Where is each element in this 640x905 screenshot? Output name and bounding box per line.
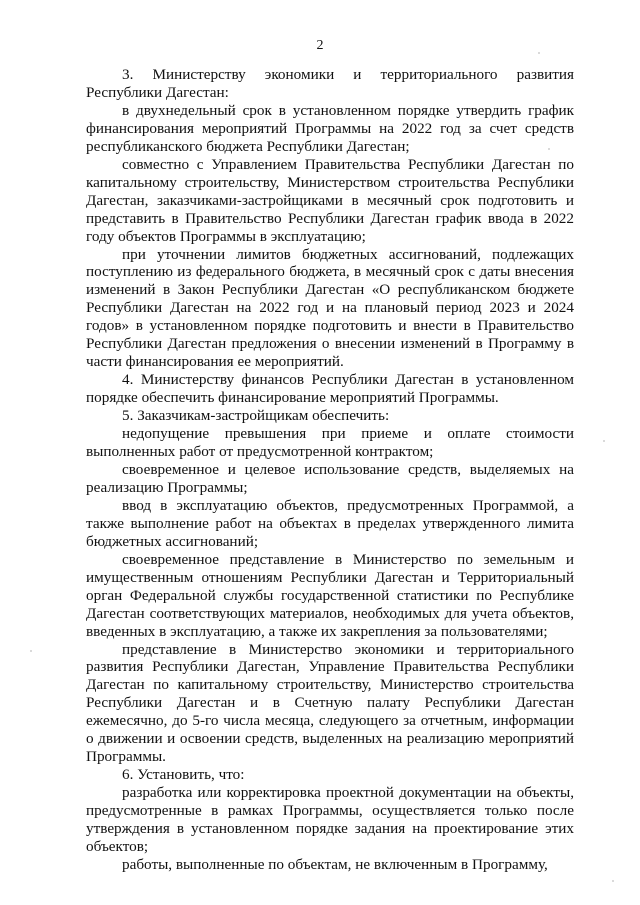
paragraph-no-excess: недопущение превышения при приеме и оплате стоимости выполненных работ от предусмотренной контрактом; bbox=[86, 425, 574, 461]
paragraph-materials-submission: своевременное представление в Министерство по земельным и имущественным отношениям Республики Дагестан и Территориальный орган Федеральной службы государственной статистики по Республике Дагестан соответствующих материалов, необходимых для учета объектов, введенных в эксплуатацию, а также их закрепления за пользователями; bbox=[86, 550, 574, 640]
paragraph-6-establish: 6. Установить, что: bbox=[122, 766, 245, 784]
paragraph-monthly-reporting: представление в Министерство экономики и территориального развития Республики Дагестан, Управление Правительства Республики Дагестан по капитальному строительству, Министерство строительства Республики Дагестан и в Счетную палату Республики Дагестан ежемесячно, до 5-го числа месяца, следующего за отчетным, информации о движении и освоении средств, выделенных на реализацию мероприятий Программы. bbox=[86, 640, 574, 766]
paragraph-commissioning-schedule: совместно с Управлением Правительства Республики Дагестан по капитальному строительству, Министерством строительства Республики Дагестан, заказчиками-застройщиками в месячный срок подготовить и представить в Правительство Республики Дагестан график ввода в 2022 году объектов Программы в эксплуатацию; bbox=[86, 155, 574, 245]
document-body bbox=[86, 66, 574, 874]
paragraph-schedule-financing: в двухнедельный срок в установленном порядке утвердить график финансирования мероприятий Программы на 2022 год за счет средств республиканского бюджета Республики Дагестан; bbox=[86, 101, 574, 155]
scan-speck bbox=[603, 440, 605, 442]
scan-speck bbox=[538, 52, 540, 54]
scan-speck bbox=[612, 880, 614, 882]
paragraph-commissioning: ввод в эксплуатацию объектов, предусмотренных Программой, а также выполнение работ на объектах в пределах утвержденного лимита бюджетных ассигнований; bbox=[86, 496, 574, 550]
page-number: 2 bbox=[316, 38, 324, 53]
paragraph-budget-limits: при уточнении лимитов бюджетных ассигнований, подлежащих поступлению из федерального бюджета, в месячный срок с даты внесения изменений в Закон Республики Дагестан «О республиканском бюджете Республики Дагестан на 2022 год и на плановый период 2023 и 2024 годов» в установленном порядке подготовить и внести в Правительство Республики Дагестан предложения о внесении изменений в Программу в части финансирования ее мероприятий. bbox=[86, 245, 574, 371]
paragraph-targeted-use: своевременное и целевое использование средств, выделяемых на реализацию Программы; bbox=[86, 460, 574, 496]
paragraph-4-ministry-finance: 4. Министерству финансов Республики Дагестан в установленном порядке обеспечить финансирование мероприятий Программы. bbox=[86, 371, 574, 407]
paragraph-5-customers: 5. Заказчикам-застройщикам обеспечить: bbox=[122, 407, 390, 425]
scan-speck bbox=[30, 650, 32, 652]
paragraph-design-documentation: разработка или корректировка проектной документации на объекты, предусмотренные в рамках Программы, осуществляется только после утверждения в установленном порядке задания на проектирование этих объектов; bbox=[86, 784, 574, 855]
paragraph-3-ministry-economy: 3. Министерству экономики и территориального развития Республики Дагестан: bbox=[86, 66, 574, 101]
scan-speck bbox=[548, 148, 550, 150]
paragraph-works-not-included: работы, выполненные по объектам, не включенным в Программу, bbox=[122, 855, 548, 873]
